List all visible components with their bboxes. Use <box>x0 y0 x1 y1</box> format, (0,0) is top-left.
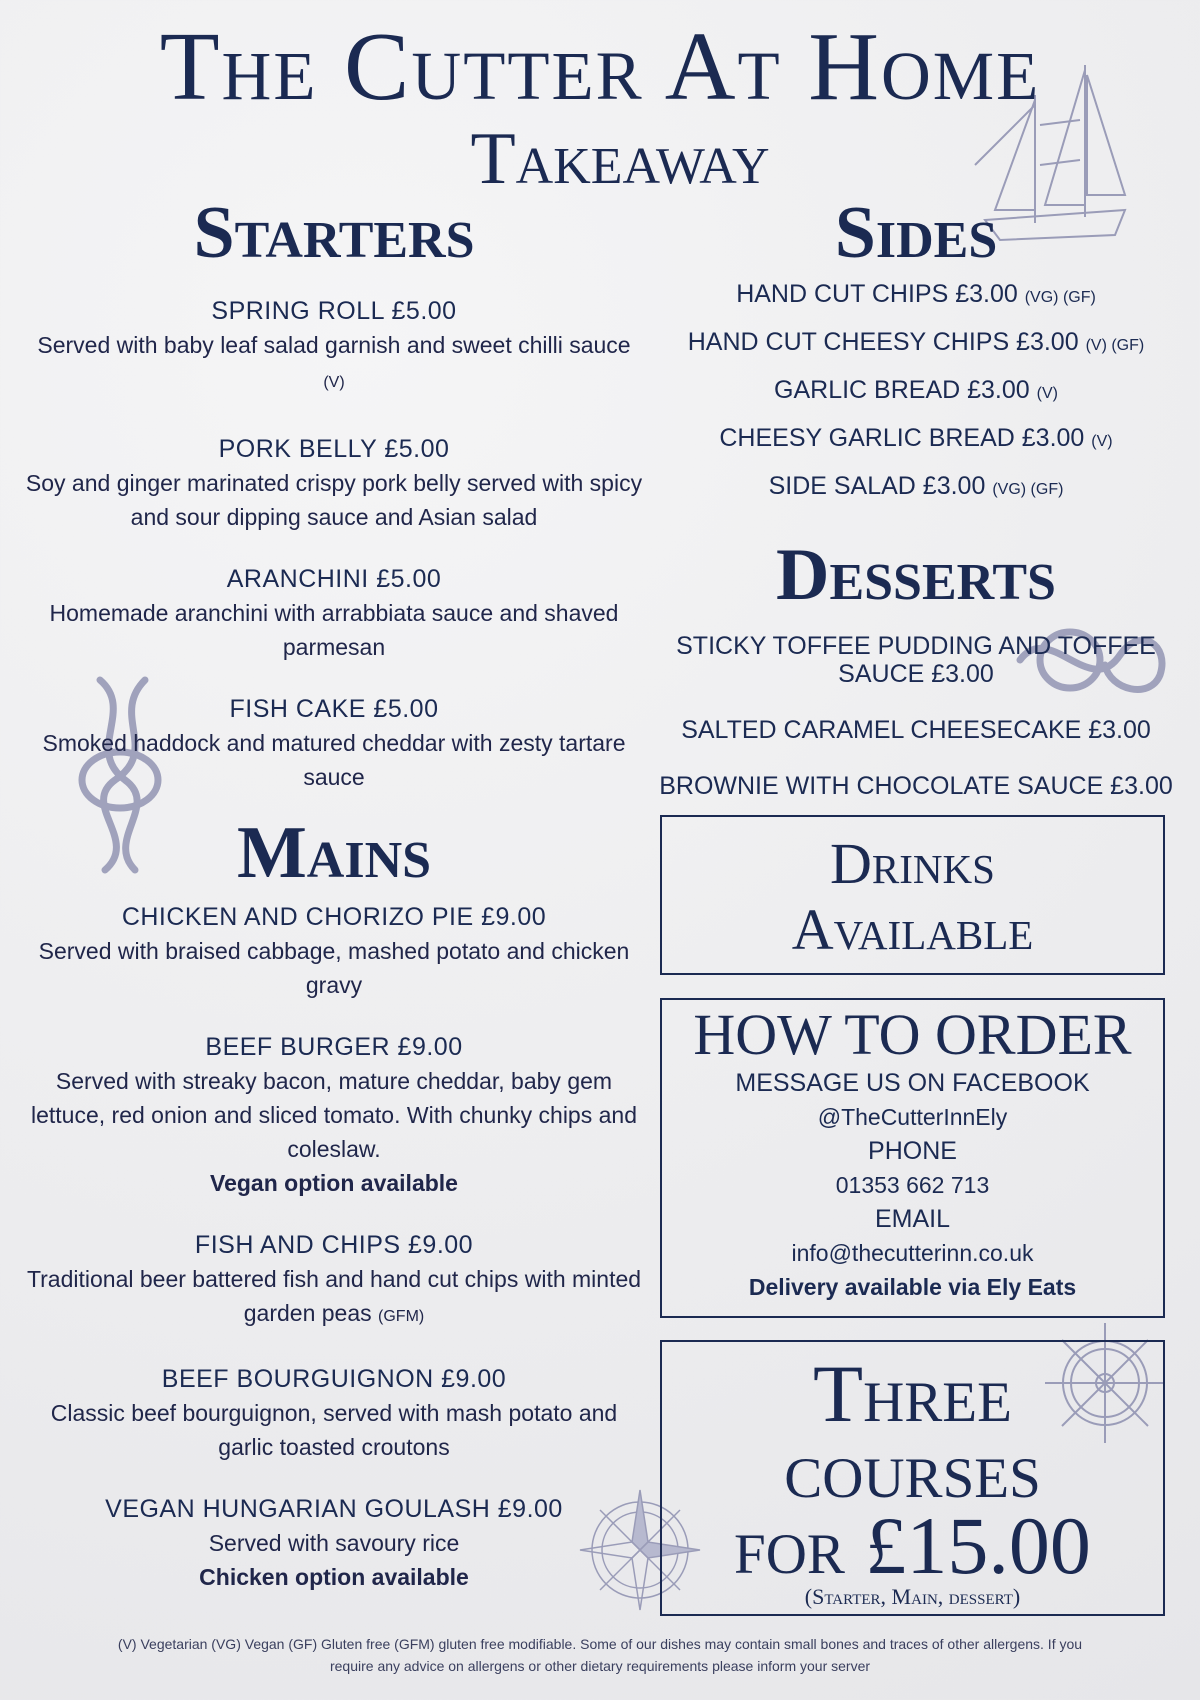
dessert-item: SALTED CARAMEL CHEESECAKE £3.00 <box>681 716 1151 744</box>
right-column <box>656 192 1176 828</box>
menu-item-desc: Classic beef bourguignon, served with mash potato and garlic toasted croutons <box>50 1400 618 1460</box>
side-item: HAND CUT CHIPS £3.00 (VG) (GF) <box>736 280 1096 308</box>
left-column <box>24 192 644 1616</box>
order-heading: HOW TO ORDER <box>693 1002 1132 1067</box>
menu-item <box>24 1030 644 1200</box>
menu-item-desc: Traditional beer battered fish and hand cut chips with minted garden peas (GFM) <box>26 1266 642 1326</box>
menu-item-desc: Homemade aranchini with arrabbiata sauce and shaved parmesan <box>49 600 619 660</box>
menu-item-desc: Served with braised cabbage, mashed potato and chicken gravy <box>38 938 630 998</box>
menu-item <box>24 1362 644 1464</box>
menu-item-title: SPRING ROLL £5.00 <box>211 297 457 325</box>
menu-item-title: FISH CAKE £5.00 <box>229 695 439 723</box>
side-item: GARLIC BREAD £3.00 (V) <box>774 376 1058 404</box>
offer-line: for £15.00 <box>734 1500 1091 1591</box>
menu-item-desc: Served with baby leaf salad garnish and sweet chilli sauce (V) <box>37 332 631 391</box>
menu-item-desc: Served with savoury rice <box>208 1530 460 1556</box>
page-title: The Cutter At Home <box>159 13 1041 121</box>
mains-heading: Mains <box>236 812 432 894</box>
offer-subtext: (Starter, Main, dessert) <box>804 1584 1021 1609</box>
menu-item-title: CHICKEN AND CHORIZO PIE £9.00 <box>121 903 547 931</box>
drinks-text <box>662 817 1163 963</box>
offer-line: Three <box>813 1348 1012 1439</box>
sides-heading: Sides <box>834 192 998 274</box>
menu-item <box>24 432 644 534</box>
menu-item <box>24 692 644 794</box>
menu-item-title: BEEF BOURGUIGNON £9.00 <box>161 1365 507 1393</box>
facebook-label: MESSAGE US ON FACEBOOK <box>735 1069 1090 1097</box>
email-address[interactable]: info@thecutterinn.co.uk <box>791 1240 1034 1266</box>
delivery-note: Delivery available via Ely Eats <box>748 1274 1077 1300</box>
side-item: SIDE SALAD £3.00 (VG) (GF) <box>768 472 1064 500</box>
dietary-tag: (V) <box>1036 385 1058 402</box>
dietary-tag: (V) <box>1091 433 1113 450</box>
phone-number[interactable]: 01353 662 713 <box>835 1172 990 1198</box>
dietary-tag: (V) <box>323 374 345 391</box>
footer-line: (V) Vegetarian (VG) Vegan (GF) Gluten free (GFM) gluten free modifiable. Some of our dishes may contain small bones and traces of other allergens. If you <box>117 1636 1083 1652</box>
facebook-handle[interactable]: @TheCutterInnEly <box>817 1104 1008 1130</box>
footer-line: require any advice on allergens or other dietary requirements please inform your server <box>329 1658 871 1674</box>
side-item: HAND CUT CHEESY CHIPS £3.00 (V) (GF) <box>687 328 1145 356</box>
menu-item-title: VEGAN HUNGARIAN GOULASH £9.00 <box>105 1495 563 1523</box>
menu-item-title: FISH AND CHIPS £9.00 <box>194 1231 474 1259</box>
dessert-item: STICKY TOFFEE PUDDING AND TOFFEE SAUCE £3.00 <box>676 632 1156 688</box>
menu-item <box>24 562 644 664</box>
offer-line: courses <box>784 1424 1041 1515</box>
phone-label: PHONE <box>868 1137 957 1165</box>
menu-item-title: ARANCHINI £5.00 <box>226 565 442 593</box>
menu-item-note: Vegan option available <box>210 1170 458 1196</box>
drinks-line: Drinks <box>830 831 995 896</box>
desserts-heading: Desserts <box>776 534 1056 616</box>
menu-item <box>24 900 644 1002</box>
side-item: CHEESY GARLIC BREAD £3.00 (V) <box>719 424 1113 452</box>
menu-item-note: Chicken option available <box>199 1564 469 1590</box>
allergen-footer <box>40 1633 1160 1677</box>
menu-item-title: PORK BELLY £5.00 <box>218 435 450 463</box>
menu-item <box>24 1492 644 1594</box>
menu-item-title: BEEF BURGER £9.00 <box>205 1033 463 1061</box>
page-subtitle: Takeaway <box>470 118 770 200</box>
menu-item-desc: Smoked haddock and matured cheddar with zesty tartare sauce <box>42 730 626 790</box>
menu-item-desc: Served with streaky bacon, mature cheddar, baby gem lettuce, red onion and sliced tomato. With chunky chips and coleslaw. <box>30 1068 637 1162</box>
dietary-tag: (GFM) <box>378 1308 425 1325</box>
dietary-tag: (VG) (GF) <box>992 481 1064 498</box>
offer-box <box>660 1340 1165 1616</box>
drinks-box <box>660 815 1165 975</box>
menu-item-desc: Soy and ginger marinated crispy pork belly served with spicy and sour dipping sauce and Asian salad <box>25 470 643 530</box>
menu-item <box>24 294 644 400</box>
menu-item <box>24 1228 644 1334</box>
email-label: EMAIL <box>874 1205 951 1233</box>
dessert-item: BROWNIE WITH CHOCOLATE SAUCE £3.00 <box>659 772 1173 800</box>
how-to-order-box <box>660 998 1165 1318</box>
starters-heading: Starters <box>193 192 475 274</box>
dietary-tag: (VG) (GF) <box>1024 289 1096 306</box>
drinks-line: Available <box>791 897 1034 962</box>
offer-text <box>662 1342 1163 1591</box>
dietary-tag: (V) (GF) <box>1085 337 1145 354</box>
